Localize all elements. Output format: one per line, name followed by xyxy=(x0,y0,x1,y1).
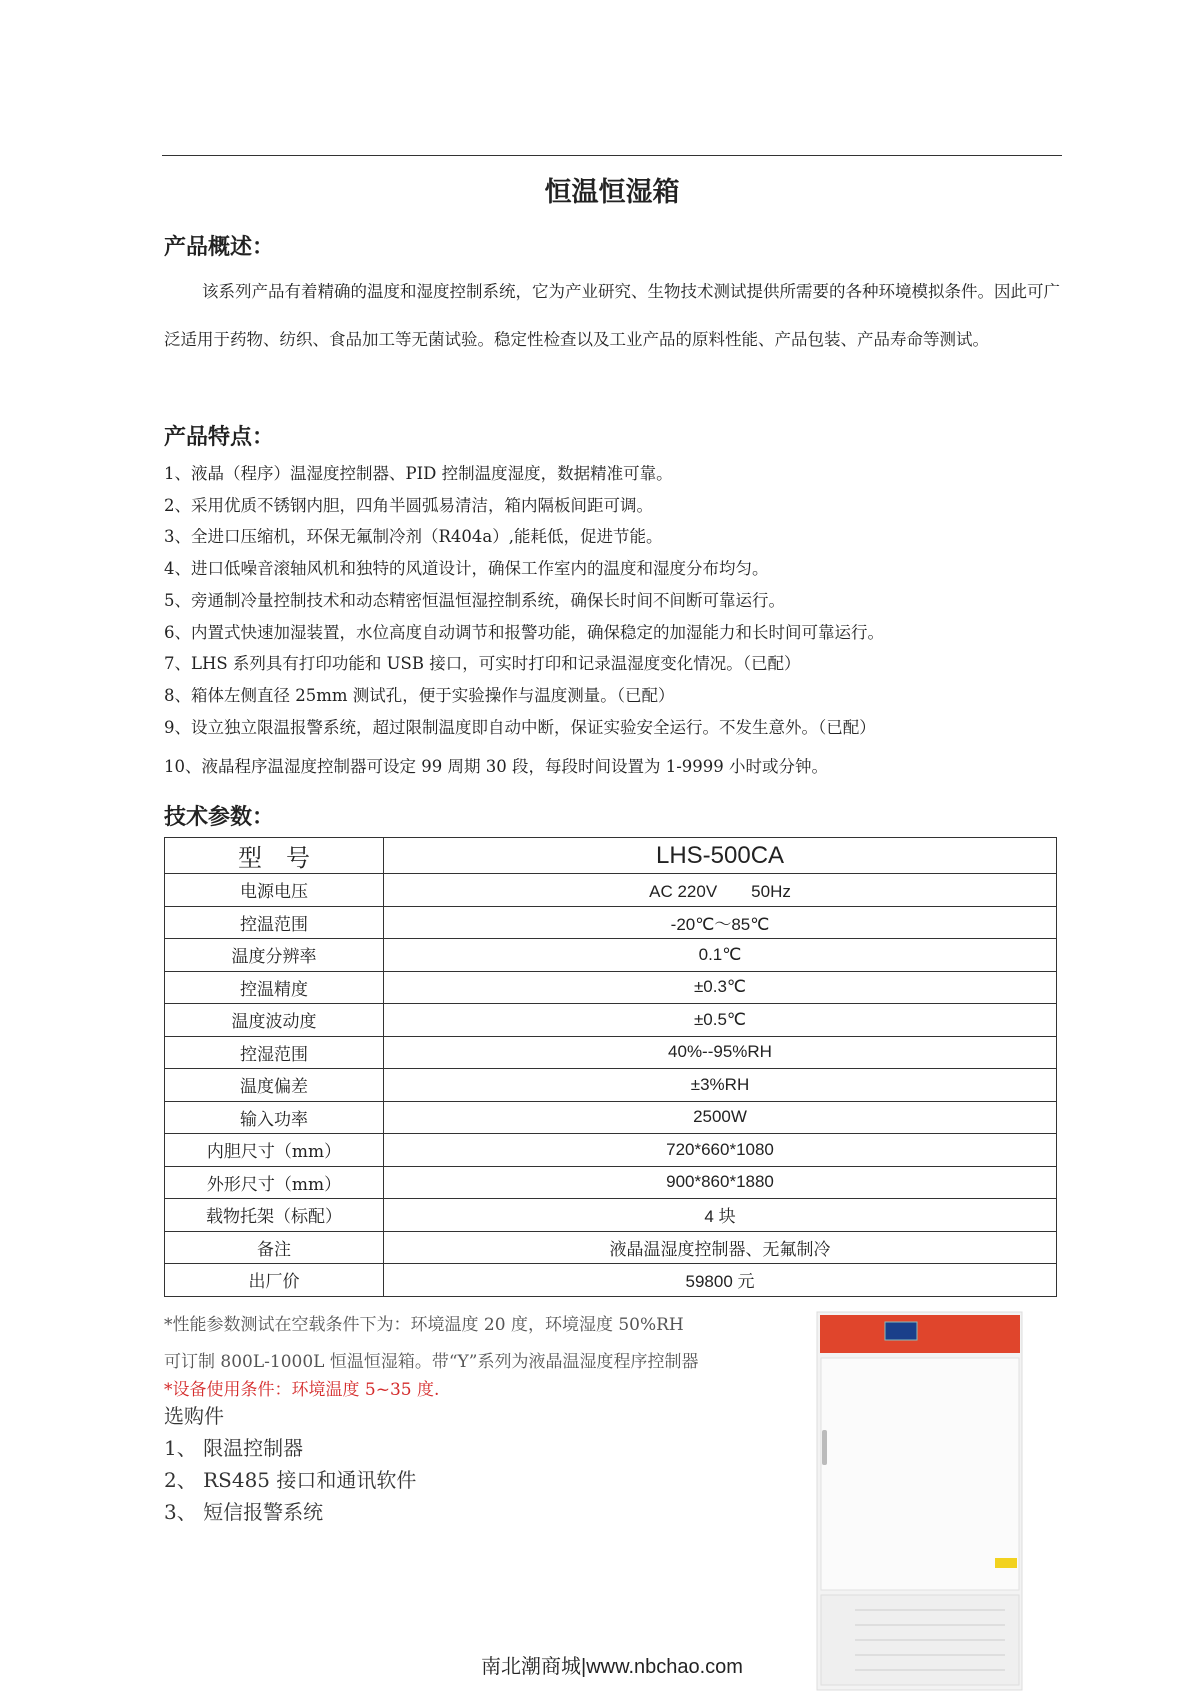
feature-item: 4、进口低噪音滚轴风机和独特的风道设计，确保工作室内的温度和湿度分布均匀。 xyxy=(164,559,769,579)
spec-value: AC 220V 50Hz xyxy=(384,874,1057,907)
feature-item: 8、箱体左侧直径 25mm 测试孔，便于实验操作与温度测量。（已配） xyxy=(164,685,675,705)
options-heading: 选购件 xyxy=(164,1404,224,1428)
spec-label: 温度分辨率 xyxy=(165,939,384,972)
table-row xyxy=(165,1101,1057,1134)
feature-item: 3、全进口压缩机，环保无氟制冷剂（R404a）,能耗低，促进节能。 xyxy=(164,527,663,547)
test-condition-note: *性能参数测试在空载条件下为：环境温度 20 度，环境湿度 50%RH xyxy=(164,1315,684,1335)
overview-text: 该系列产品有着精确的温度和湿度控制系统，它为产业研究、生物技术测试提供所需要的各种环境模拟条件。因此可广泛适用于药物、纺织、食品加工等无菌试验。稳定性检查以及工业产品的原料性能、产品包装、产品寿命等测试。 xyxy=(164,282,1060,349)
feature-item: 1、液晶（程序）温湿度控制器、PID 控制温度湿度，数据精准可靠。 xyxy=(164,464,673,483)
spec-label: 控温精度 xyxy=(165,971,384,1004)
table-row xyxy=(165,971,1057,1004)
spec-value: 0.1℃ xyxy=(384,939,1057,972)
features-heading: 产品特点： xyxy=(164,424,275,450)
spec-value: 720*660*1080 xyxy=(384,1134,1057,1167)
spec-value: 59800 元 xyxy=(384,1264,1057,1297)
spec-value: ±0.5℃ xyxy=(384,1004,1057,1037)
option-item: 1、 限温控制器 xyxy=(164,1436,304,1460)
spec-label: 内胆尺寸（mm） xyxy=(165,1134,384,1167)
table-row xyxy=(165,1231,1057,1264)
table-row xyxy=(165,874,1057,907)
feature-item: 10、液晶程序温湿度控制器可设定 99 周期 30 段，每段时间设置为 1-9999 小时或分钟。 xyxy=(164,757,829,777)
specs-table xyxy=(164,837,1057,1297)
spec-label: 控温范围 xyxy=(165,906,384,939)
specs-heading: 技术参数： xyxy=(164,804,275,830)
spec-value: -20℃～85℃ xyxy=(384,906,1057,939)
spec-label: 外形尺寸（mm） xyxy=(165,1166,384,1199)
feature-item: 2、采用优质不锈钢内胆，四角半圆弧易清洁，箱内隔板间距可调。 xyxy=(164,495,653,515)
table-row xyxy=(165,1264,1057,1297)
custom-order-note: 可订制 800L-1000L 恒温恒湿箱。带“Y”系列为液晶温湿度程序控制器 xyxy=(164,1352,699,1372)
spec-value: 2500W xyxy=(384,1101,1057,1134)
header-cell-model-value: LHS-500CA xyxy=(384,838,1057,874)
spec-value: 液晶温湿度控制器、无氟制冷 xyxy=(384,1231,1057,1264)
feature-item: 7、LHS 系列具有打印功能和 USB 接口，可实时打印和记录温湿度变化情况。（已配） xyxy=(164,654,801,674)
option-item: 3、 短信报警系统 xyxy=(164,1500,324,1524)
header-cell-model-label: 型 号 xyxy=(165,838,384,874)
spec-label: 控湿范围 xyxy=(165,1036,384,1069)
table-header-row xyxy=(165,838,1057,874)
table-row xyxy=(165,1036,1057,1069)
table-row xyxy=(165,906,1057,939)
spec-label: 输入功率 xyxy=(165,1101,384,1134)
spec-label: 温度波动度 xyxy=(165,1004,384,1037)
feature-item: 9、设立独立限温报警系统，超过限制温度即自动中断，保证实验安全运行。不发生意外。（已配） xyxy=(164,717,876,737)
table-row xyxy=(165,1199,1057,1232)
option-item: 2、 RS485 接口和通讯软件 xyxy=(164,1468,417,1492)
usage-condition-note: *设备使用条件：环境温度 5~35 度. xyxy=(164,1380,440,1400)
spec-label: 温度偏差 xyxy=(165,1069,384,1102)
spec-label: 出厂价 xyxy=(165,1264,384,1297)
spec-value: ±3%RH xyxy=(384,1069,1057,1102)
overview-heading: 产品概述： xyxy=(164,234,275,260)
features-list xyxy=(164,458,884,783)
spec-label: 备注 xyxy=(165,1231,384,1264)
table-row xyxy=(165,1134,1057,1167)
page-title: 恒温恒湿箱 xyxy=(544,177,680,208)
table-row xyxy=(165,939,1057,972)
feature-item: 5、旁通制冷量控制技术和动态精密恒温恒湿控制系统，确保长时间不间断可靠运行。 xyxy=(164,590,785,610)
spec-value: 40%--95%RH xyxy=(384,1036,1057,1069)
table-row xyxy=(165,1004,1057,1037)
header-rule xyxy=(162,155,1062,156)
spec-value: ±0.3℃ xyxy=(384,971,1057,1004)
feature-item: 6、内置式快速加湿装置，水位高度自动调节和报警功能，确保稳定的加湿能力和长时间可靠运行。 xyxy=(164,622,884,642)
spec-label: 电源电压 xyxy=(165,874,384,907)
spec-value: 4 块 xyxy=(384,1199,1057,1232)
footer-source: 南北潮商城|www.nbchao.com xyxy=(481,1656,743,1678)
options-section xyxy=(164,1400,416,1528)
table-row xyxy=(165,1069,1057,1102)
chamber-product-image xyxy=(815,1310,1025,1695)
table-row xyxy=(165,1166,1057,1199)
spec-value: 900*860*1880 xyxy=(384,1166,1057,1199)
spec-label: 载物托架（标配） xyxy=(165,1199,384,1232)
